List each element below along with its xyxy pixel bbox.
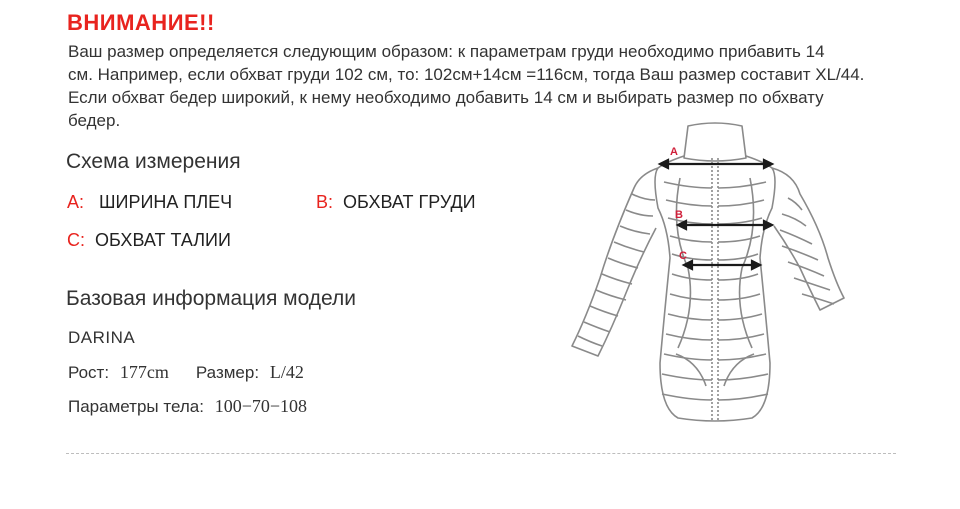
marker-b: B — [675, 209, 683, 221]
instruction-line: Если обхват бедер широкий, к нему необходимо добавить 14 см и выбирать размер по обхвату — [68, 88, 824, 107]
measurement-letter: A: — [67, 192, 85, 212]
measurement-label: ОБХВАТ ТАЛИИ — [95, 230, 231, 250]
height-value: 177cm — [119, 362, 169, 382]
measurement-label: ОБХВАТ ГРУДИ — [343, 192, 476, 212]
measurement-label: ШИРИНА ПЛЕЧ — [99, 192, 233, 212]
params-value: 100−70−108 — [214, 396, 308, 416]
params-label: Параметры тела: — [68, 397, 204, 416]
measurement-letter: C: — [67, 230, 85, 250]
jacket-measurement-diagram — [560, 118, 860, 438]
model-body-params — [68, 396, 307, 417]
section-divider — [66, 453, 896, 454]
measurement-b — [316, 192, 476, 213]
marker-c: C — [679, 250, 687, 262]
measurement-scheme-title: Схема измерения — [66, 150, 241, 173]
instruction-line: Ваш размер определяется следующим образом: к параметрам груди необходимо прибавить 14 — [68, 42, 825, 61]
model-height-size — [68, 362, 304, 383]
model-name: DARINA — [68, 328, 136, 347]
measurement-a — [67, 192, 232, 213]
measurement-letter: B: — [316, 192, 334, 212]
marker-a: A — [670, 146, 678, 158]
height-label: Рост: — [68, 363, 110, 382]
jacket-outline — [572, 123, 844, 421]
instruction-line: бедер. — [68, 111, 121, 130]
size-value: L/42 — [269, 362, 304, 382]
measurement-c — [67, 230, 231, 251]
warning-title: ВНИМАНИЕ!! — [67, 10, 215, 35]
size-label: Размер: — [195, 363, 260, 382]
model-info-title: Базовая информация модели — [66, 287, 357, 310]
instruction-line: см. Например, если обхват груди 102 см, то: 102см+14см =116см, тогда Ваш размер составит XL/44. — [68, 65, 865, 84]
